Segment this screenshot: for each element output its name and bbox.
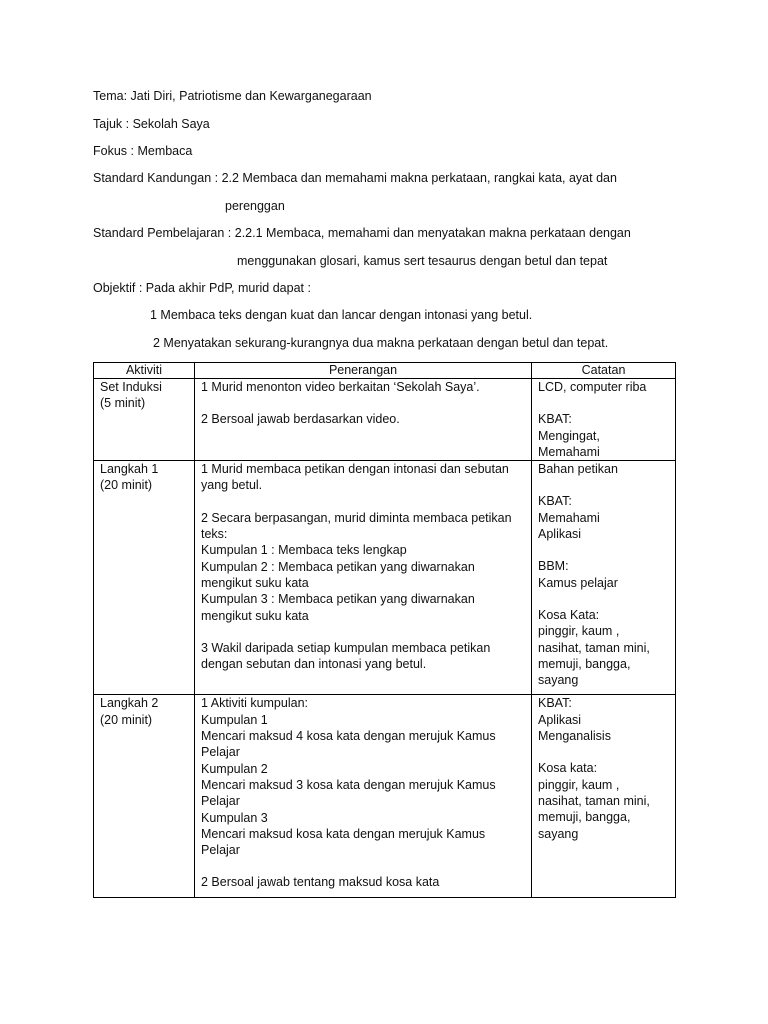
catatan-text: LCD, computer riba	[538, 380, 647, 394]
header-penerangan: Penerangan	[195, 363, 532, 379]
penerangan-text: 2 Secara berpasangan, murid diminta membaca petikan teks: Kumpulan 1 : Membaca teks lengkap Kumpulan 2 : Membaca petikan yang diwarnakan mengikut suku kata Kumpulan 3 : Membaca petikan yang diwarnakan mengikut suku kata	[201, 510, 512, 623]
penerangan-text: 1 Murid menonton video berkaitan ‘Sekolah Saya’.	[201, 380, 480, 394]
aktiviti-text: Langkah 1 (20 minit)	[100, 462, 159, 493]
catatan-text: BBM: Kamus pelajar	[538, 559, 618, 590]
catatan-text: Kosa Kata: pinggir, kaum , nasihat, taman mini, memuji, bangga, sayang	[538, 607, 650, 688]
catatan-cell	[532, 379, 676, 461]
table-header-row	[94, 363, 676, 379]
fokus-line: Fokus : Membaca	[93, 144, 193, 158]
table-row	[94, 695, 676, 897]
tema-line: Tema: Jati Diri, Patriotisme dan Kewarganegaraan	[93, 89, 372, 103]
standard-pembelajaran-line: Standard Pembelajaran : 2.2.1 Membaca, memahami dan menyatakan makna perkataan dengan	[93, 226, 631, 240]
penerangan-cell	[195, 379, 532, 461]
header-aktiviti: Aktiviti	[94, 363, 195, 379]
penerangan-cell	[195, 461, 532, 695]
aktiviti-cell	[94, 695, 195, 897]
aktiviti-cell	[94, 379, 195, 461]
catatan-text: KBAT: Aplikasi Menganalisis	[538, 696, 611, 744]
objektif-item-2: 2 Menyatakan sekurang-kurangnya dua makna perkataan dengan betul dan tepat.	[153, 336, 609, 350]
penerangan-text: 1 Murid membaca petikan dengan intonasi dan sebutan yang betul.	[201, 462, 509, 493]
catatan-text: Bahan petikan	[538, 462, 618, 477]
header-catatan: Catatan	[532, 363, 676, 379]
tajuk-line: Tajuk : Sekolah Saya	[93, 117, 210, 131]
aktiviti-cell	[94, 461, 195, 695]
aktiviti-text: Set Induksi (5 minit)	[100, 380, 162, 411]
penerangan-text: 1 Aktiviti kumpulan: Kumpulan 1 Mencari maksud 4 kosa kata dengan merujuk Kamus Pelajar Kumpulan 2 Mencari maksud 3 kosa kata dengan merujuk Kamus Pelajar Kumpulan 3 Mencari maksud kosa kata dengan merujuk Kamus Pelajar	[201, 696, 496, 858]
aktiviti-text: Langkah 2 (20 minit)	[100, 696, 159, 727]
catatan-text: Kosa kata: pinggir, kaum , nasihat, taman mini, memuji, bangga, sayang	[538, 761, 650, 841]
standard-pembelajaran-continuation: menggunakan glosari, kamus sert tesaurus dengan betul dan tepat	[237, 254, 608, 268]
penerangan-text: 2 Bersoal jawab berdasarkan video.	[201, 412, 400, 427]
catatan-cell	[532, 695, 676, 897]
penerangan-text: 2 Bersoal jawab tentang maksud kosa kata	[201, 875, 440, 890]
standard-kandungan-line: Standard Kandungan : 2.2 Membaca dan memahami makna perkataan, rangkai kata, ayat dan	[93, 171, 617, 185]
table-row	[94, 379, 676, 461]
lesson-plan-table	[93, 362, 676, 898]
table-row	[94, 461, 676, 695]
catatan-cell	[532, 461, 676, 695]
catatan-text: KBAT: Mengingat, Memahami	[538, 412, 600, 459]
objektif-line: Objektif : Pada akhir PdP, murid dapat :	[93, 281, 311, 295]
standard-kandungan-continuation: perenggan	[225, 199, 285, 213]
objektif-item-1: 1 Membaca teks dengan kuat dan lancar dengan intonasi yang betul.	[150, 308, 533, 322]
penerangan-text: 3 Wakil daripada setiap kumpulan membaca petikan dengan sebutan dan intonasi yang betul.	[201, 640, 491, 672]
catatan-text: KBAT: Memahami Aplikasi	[538, 494, 600, 542]
penerangan-cell	[195, 695, 532, 897]
